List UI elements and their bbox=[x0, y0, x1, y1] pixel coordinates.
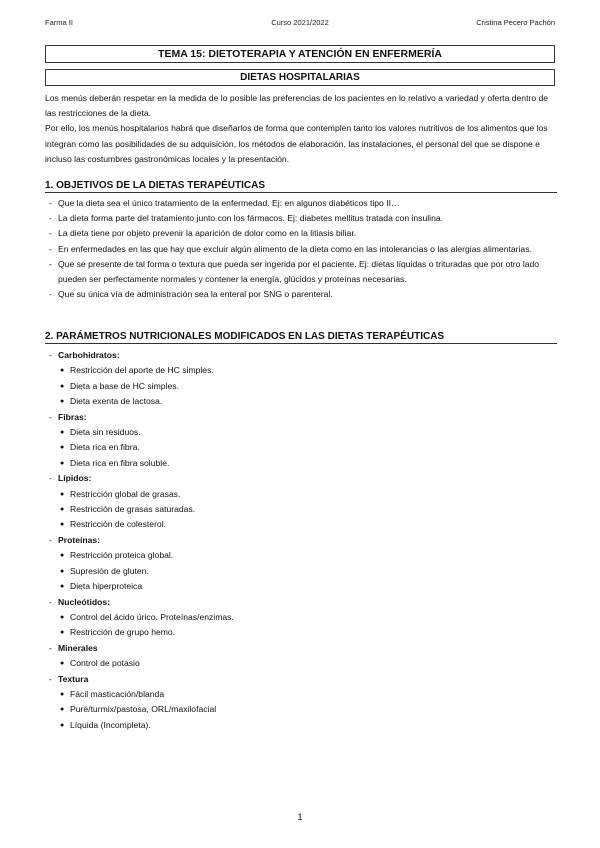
list-item: ● Dieta a base de HC simples. bbox=[60, 380, 179, 391]
group-name: Minerales bbox=[58, 642, 98, 653]
list-item-text: Dieta a base de HC simples. bbox=[70, 380, 179, 391]
list-item: ● Restricción proteica global. bbox=[60, 550, 174, 561]
list-item-text: Restricción proteica global. bbox=[70, 550, 174, 561]
list-item: ● Dieta rica en fibra. bbox=[60, 442, 140, 453]
list-item-text: Dieta rica en fibra soluble. bbox=[70, 457, 170, 468]
parameters-list bbox=[45, 348, 557, 733]
group-name: Lípidos bbox=[58, 473, 89, 484]
list-item: ● Puré/turmix/pastosa, ORL/maxilofacial bbox=[60, 704, 217, 715]
group-carbohidratos: - Carbohidratos: bbox=[49, 350, 120, 360]
list-item: ● Restricción del aporte de HC simples. bbox=[60, 365, 214, 376]
list-item-text: Fácil masticación/blanda bbox=[70, 688, 165, 699]
list-item-text: Restricción de grasas saturadas. bbox=[70, 504, 196, 515]
section-2-title: 2. PARÁMETROS NUTRICIONALES MODIFICADOS EN LAS DIETAS TERAPÉUTICAS bbox=[45, 331, 445, 342]
section-2-rule bbox=[45, 343, 557, 344]
group-fibras: - Fibras: bbox=[49, 411, 87, 422]
list-item-text: Que su única vía de administración sea la enteral por SNG o parenteral. bbox=[58, 289, 333, 300]
list-item: - En enfermedades en las que hay que excluir algún alimento de la dieta como en las intolerancias o las alergias alimentarias. bbox=[49, 243, 532, 254]
list-item: ● Supresión de gluten. bbox=[60, 565, 149, 576]
document-subtitle: DIETAS HOSPITALARIAS bbox=[45, 69, 555, 86]
list-item: ● Restricción global de grasas. bbox=[60, 488, 181, 499]
list-item: - La dieta tiene por objeto prevenir la aparición de dolor como en la litiasis biliar. bbox=[49, 228, 357, 239]
page-header bbox=[45, 18, 555, 32]
group-name: Fibras bbox=[58, 411, 84, 422]
list-item-text: Restricción de grupo hemo. bbox=[70, 627, 176, 638]
section-2-heading bbox=[45, 331, 557, 344]
list-item-text: Restricción del aporte de HC simples. bbox=[70, 365, 214, 376]
list-item: ● Restricción de grasas saturadas. bbox=[60, 504, 196, 515]
group-lipidos: - Lípidos: bbox=[49, 473, 92, 484]
list-item-text: Dieta hiperproteica bbox=[70, 581, 143, 592]
document-title: TEMA 15: DIETOTERAPIA Y ATENCIÓN EN ENFERMERÍA bbox=[45, 45, 555, 63]
list-item-text: Dieta rica en fibra. bbox=[70, 442, 140, 453]
section-1-rule bbox=[45, 192, 557, 193]
list-item-text: Líquida (Incompleta). bbox=[70, 719, 151, 730]
list-item-text: Supresión de gluten. bbox=[70, 565, 149, 576]
intro-text bbox=[45, 91, 557, 167]
list-item: ● Dieta sin residuos. bbox=[60, 427, 141, 438]
header-year: Curso 2021/2022 bbox=[271, 18, 329, 27]
group-textura: - Textura bbox=[49, 673, 89, 684]
list-item: ● Líquida (Incompleta). bbox=[60, 719, 151, 730]
list-item-text: Que la dieta sea el único tratamiento de la enfermedad. Ej: en algunos diabéticos tipo II… bbox=[58, 198, 400, 208]
list-item: ● Control de potasio bbox=[60, 658, 140, 669]
group-nucleotidos: - Nucleótidos: bbox=[49, 596, 111, 607]
header-course: Farma II bbox=[45, 18, 73, 27]
list-item: - Que se presente de tal forma o textura que pueda ser ingerida por el paciente. Ej: dietas líquidas o trituradas que por otro lado pueden ser perfectamente normales y contener la energía, glúcidos y proteínas necesarias. bbox=[49, 258, 540, 285]
list-item: - Que la dieta sea el único tratamiento de la enfermedad. Ej: en algunos diabéticos tipo II… bbox=[49, 198, 400, 208]
intro-paragraph: Los menús deberán respetar en la medida de lo posible las preferencias de los pacientes en lo relativo a variedad y oferta dentro de las restricciones de la dieta. bbox=[45, 93, 549, 119]
group-proteinas: - Proteínas: bbox=[49, 534, 101, 545]
list-item: ● Dieta exenta de lactosa. bbox=[60, 396, 163, 407]
list-item: ● Dieta rica en fibra soluble. bbox=[60, 457, 170, 468]
list-item: - Que su única vía de administración sea la enteral por SNG o parenteral. bbox=[49, 289, 333, 300]
list-item-text: Restricción global de grasas. bbox=[70, 488, 181, 499]
list-item-text: Dieta exenta de lactosa. bbox=[70, 396, 163, 407]
list-item: - La dieta forma parte del tratamiento junto con los fármacos. Ej: diabetes mellitus tratada con insulina. bbox=[49, 213, 444, 224]
list-item-text: Que se presente de tal forma o textura que pueda ser ingerida por el paciente. Ej: dietas líquidas o trituradas que por otro lado pueden ser perfectamente normales y contener la energía, glúcidos y proteínas necesarias. bbox=[58, 258, 540, 285]
group-name: Nucleótidos bbox=[58, 596, 108, 607]
section-1-heading bbox=[45, 180, 557, 193]
list-item: ● Fácil masticación/blanda bbox=[60, 688, 165, 699]
list-item-text: La dieta forma parte del tratamiento junto con los fármacos. Ej: diabetes mellitus tratada con insulina. bbox=[58, 213, 444, 224]
list-item-text: La dieta tiene por objeto prevenir la aparición de dolor como en la litiasis biliar. bbox=[58, 228, 357, 239]
group-minerales: - Minerales bbox=[49, 642, 98, 653]
group-name: Proteínas bbox=[58, 534, 98, 545]
page-number: 1 bbox=[297, 812, 303, 822]
list-item-text: Control del ácido úrico. Proteínas/enzimas. bbox=[70, 611, 234, 622]
list-item-text: Puré/turmix/pastosa, ORL/maxilofacial bbox=[70, 704, 217, 715]
list-item: ● Dieta hiperproteica bbox=[60, 581, 143, 592]
list-item-text: En enfermedades en las que hay que excluir algún alimento de la dieta como en las intolerancias o las alergias alimentarias. bbox=[58, 243, 532, 254]
list-item: ● Restricción de grupo hemo. bbox=[60, 627, 176, 638]
list-item: ● Restricción de colesterol. bbox=[60, 519, 167, 530]
intro-paragraph: Por ello, los menús hospitalarios habrá que diseñarlos de forma que contemplen tanto los valores nutritivos de los alimentos que los integran como las posibilidades de su adquisición, los métodos de elaboración, las instalaciones, el personal del que se dispone e incluso las costumbres gastronómicas locales y la presentación. bbox=[45, 123, 548, 164]
list-item: ● Control del ácido úrico. Proteínas/enzimas. bbox=[60, 611, 234, 622]
group-name: Textura bbox=[58, 673, 89, 684]
list-item-text: Dieta sin residuos. bbox=[70, 427, 141, 438]
list-item-text: Control de potasio bbox=[70, 658, 140, 669]
header-author: Cristina Pecero Pachón bbox=[476, 18, 555, 27]
list-item-text: Restricción de colesterol. bbox=[70, 519, 167, 530]
section-1-title: 1. OBJETIVOS DE LA DIETAS TERAPÉUTICAS bbox=[45, 180, 266, 191]
group-name: Carbohidratos bbox=[58, 350, 117, 360]
objectives-list bbox=[45, 196, 557, 302]
